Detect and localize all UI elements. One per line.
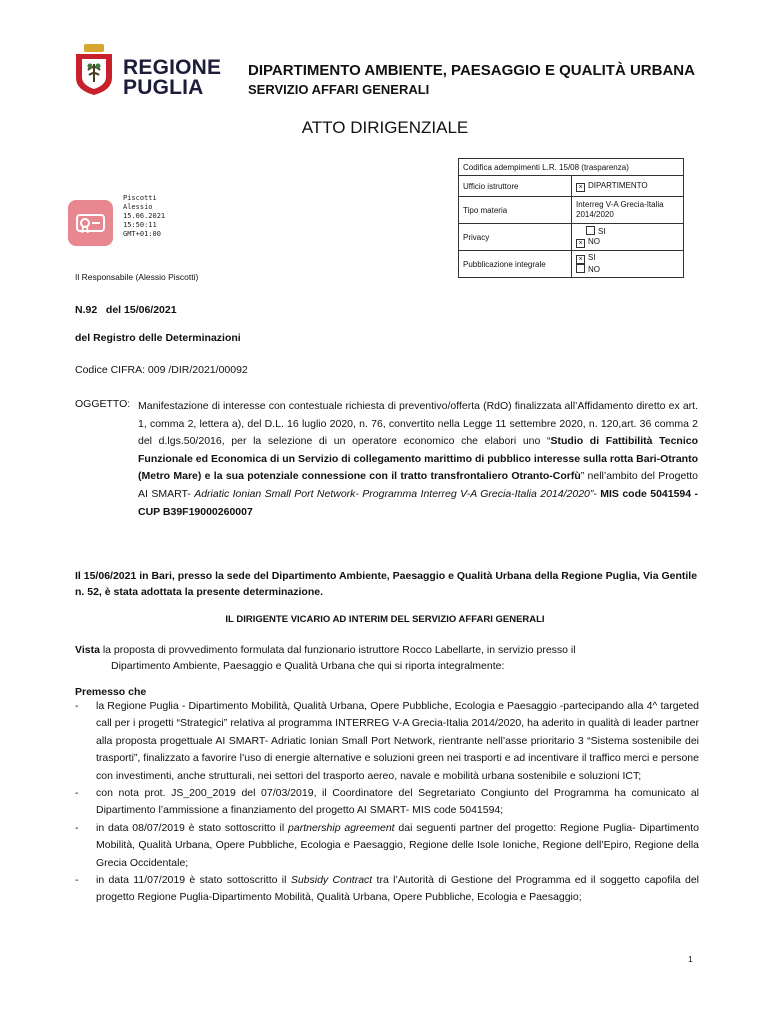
table-label: Ufficio istruttore	[459, 176, 572, 197]
transparency-table	[458, 158, 684, 278]
oggetto-part: Manifestazione di interesse con contestuale richiesta di preventivo/offerta (RdO) finalizzata all’Affidamento diretto ex art. 1, comma 2, lettera a), del D.L. 16 luglio 2020, n. 76, convertito nella Legge 11 settembre 2020, n. 120,art. 36 comma 2 del d.lgs.50/2016, per la selezione di un operatore economico che elabori uno “	[138, 400, 698, 448]
list-item: - in data 08/07/2019 è stato sottoscritto il partnership agreement dai seguenti partner del progetto: Regione Puglia- Dipartimento Mobilità, Qualità Urbana, Opere Pubbliche, Ecologia e Paesaggio, Regione delle Isole Ioniche, Regione dell’Epiro, Regione della Grecia Occidentale;	[75, 821, 699, 869]
dirigente-heading: IL DIRIGENTE VICARIO AD INTERIM DEL SERVIZIO AFFARI GENERALI	[225, 614, 545, 625]
option-label: NO	[588, 265, 600, 274]
table-heading: Codifica adempimenti L.R. 15/08 (trasparenza)	[459, 159, 684, 176]
regione-puglia-logo	[68, 30, 228, 110]
logo-text-line1: REGIONE	[123, 56, 222, 79]
oggetto-bold: Studio di Fattibilità Tecnico Funzionale ed Economica di un Servizio di collegamento marittimo di pubblico interesse sulla rotta Bari-Otranto (Metro Mare) e la sua potenziale connessione con il tratto transfrontaliero Otranto-Corfù	[138, 435, 698, 483]
list-item-text: in data 11/07/2019 è stato sottoscritto il	[96, 874, 291, 887]
signature-details: Piscotti Alessio 15.06.2021 15:50:11 GMT+01:00	[123, 194, 166, 238]
list-item-text: tra l’Autorità di Gestione del Programma ed il soggetto capofila del progetto Regione Puglia-Dipartimento Mobilità, Qualità Urbana, Opere Pubbliche, Ecologia e Paesaggio;	[96, 874, 699, 904]
option-label: NO	[588, 237, 600, 246]
list-item-text: in data 08/07/2019 è stato sottoscritto il	[96, 821, 289, 834]
list-item-italic: Subsidy Contract	[290, 874, 373, 887]
logo-text-line2: PUGLIA	[123, 76, 204, 99]
oggetto-italic: Adriatic Ionian Small Port Network- Programma Interreg V-A Grecia-Italia 2014/2020”-	[194, 487, 597, 500]
list-item: - con nota prot. JS_200_2019 del 07/03/2019, il Coordinatore del Segretariato Congiunto del Programma ha comunicato al Dipartimento l’ammissione a finanziamento del progetto AI SMART- MIS code 5041594;	[75, 787, 699, 817]
service-heading: SERVIZIO AFFARI GENERALI	[248, 82, 430, 97]
table-value	[572, 251, 684, 278]
checkbox-checked: ×	[576, 239, 585, 248]
oggetto-text	[138, 398, 698, 521]
premesso-list	[75, 698, 699, 907]
checkbox-checked: ×	[576, 255, 585, 264]
vista-text: la proposta di provvedimento formulata dal funzionario istruttore Rocco Labellarte, in servizio presso il	[99, 644, 576, 656]
cifra-code: Codice CIFRA: 009 /DIR/2021/00092	[75, 364, 248, 376]
table-value	[572, 224, 684, 251]
vista-paragraph	[75, 642, 700, 674]
option-label: SI	[598, 227, 606, 236]
vista-text-continued: Dipartimento Ambiente, Paesaggio e Qualità Urbana che qui si riporta integralmente:	[111, 660, 505, 672]
premesso-heading: Premesso che	[75, 686, 147, 698]
checkbox-checked: ×	[576, 183, 585, 192]
table-label: Pubblicazione integrale	[459, 251, 572, 278]
table-value	[572, 176, 684, 197]
checkbox-unchecked	[576, 264, 585, 273]
list-item-text: dai seguenti partner del progetto: Regione Puglia- Dipartimento Mobilità, Qualità Urbana, Opere Pubbliche, Ecologia e Paesaggio, Regione delle Isole Ioniche, Regione dell’Epiro, Regione della Grecia Occidentale;	[96, 821, 699, 869]
page-number: 1	[688, 954, 693, 964]
oggetto-code: MIS code 5041594 - CUP B39F19000260007	[138, 487, 699, 518]
table-label: Tipo materia	[459, 197, 572, 224]
list-item: - in data 11/07/2019 è stato sottoscritto il Subsidy Contract tra l’Autorità di Gestione del Programma ed il soggetto capofila del progetto Regione Puglia-Dipartimento Mobilità, Qualità Urbana, Opere Pubbliche, Ecologia e Paesaggio;	[75, 874, 699, 904]
document-number: N.92 del 15/06/2021	[75, 304, 177, 316]
responsible-label: Il Responsabile (Alessio Piscotti)	[75, 272, 199, 282]
coat-of-arms-icon	[72, 44, 116, 96]
department-heading: DIPARTIMENTO AMBIENTE, PAESAGGIO E QUALITÀ URBANA	[248, 62, 695, 79]
oggetto-part: ” nell’ambito del Progetto AI SMART-	[138, 470, 698, 500]
option-label: SI	[588, 253, 596, 262]
oggetto-label: OGGETTO:	[75, 398, 131, 410]
checkbox-unchecked	[586, 226, 595, 235]
list-item-text: la Regione Puglia - Dipartimento Mobilità, Qualità Urbana, Opere Pubbliche, Ecologia e Paesaggio -partecipando alla 4^ targeted call per i progetti “Strategici” relativa al programma INTERREG V-A Grecia-Italia 2014/2020, ha aderito in qualità di leader partner alla proposta progettuale AI SMART- Adriatic Ionian Small Port Network, rientrante nell’asse prioritario 3 “Sistema sostenibile dei trasporti”, finalizzato a favorire l’uso di energie alternative e soluzioni green nei trasporti e ad incentivare il traffico merci e persone con investimenti, anche strutturali, nei settori del trasporto aereo, navale e mobilità urbana sostenibile e soluzioni ICT;	[96, 700, 699, 782]
registry-label: del Registro delle Determinazioni	[75, 332, 241, 344]
list-item-italic: partnership agreement	[288, 821, 395, 834]
digital-signature-icon	[68, 200, 113, 246]
table-value-text: DIPARTIMENTO	[588, 180, 648, 190]
table-value: Interreg V-A Grecia-Italia 2014/2020	[572, 197, 684, 224]
adoption-statement: Il 15/06/2021 in Bari, presso la sede del Dipartimento Ambiente, Paesaggio e Qualità Urbana della Regione Puglia, Via Gentile n. 52, è stata adottata la presente determinazione.	[75, 570, 698, 598]
list-item-text: con nota prot. JS_200_2019 del 07/03/2019, il Coordinatore del Segretariato Congiunto del Programma ha comunicato al Dipartimento l’ammissione a finanziamento del progetto AI SMART- MIS code 5041594;	[96, 787, 699, 817]
document-title: ATTO DIRIGENZIALE	[301, 118, 469, 137]
table-label: Privacy	[459, 224, 572, 251]
list-item: - la Regione Puglia - Dipartimento Mobilità, Qualità Urbana, Opere Pubbliche, Ecologia e Paesaggio -partecipando alla 4^ targeted call per i progetti “Strategici” relativa al programma INTERREG V-A Grecia-Italia 2014/2020, ha aderito in qualità di leader partner alla proposta progettuale AI SMART- Adriatic Ionian Small Port Network, rientrante nell’asse prioritario 3 “Sistema sostenibile dei trasporti”, finalizzato a favorire l’uso di energie alternative e soluzioni green nei trasporti e ad incentivare il traffico merci e persone con investimenti, anche strutturali, nei settori del trasporto aereo, navale e mobilità urbana sostenibile e soluzioni ICT;	[75, 700, 699, 782]
vista-label: Vista	[75, 644, 100, 656]
